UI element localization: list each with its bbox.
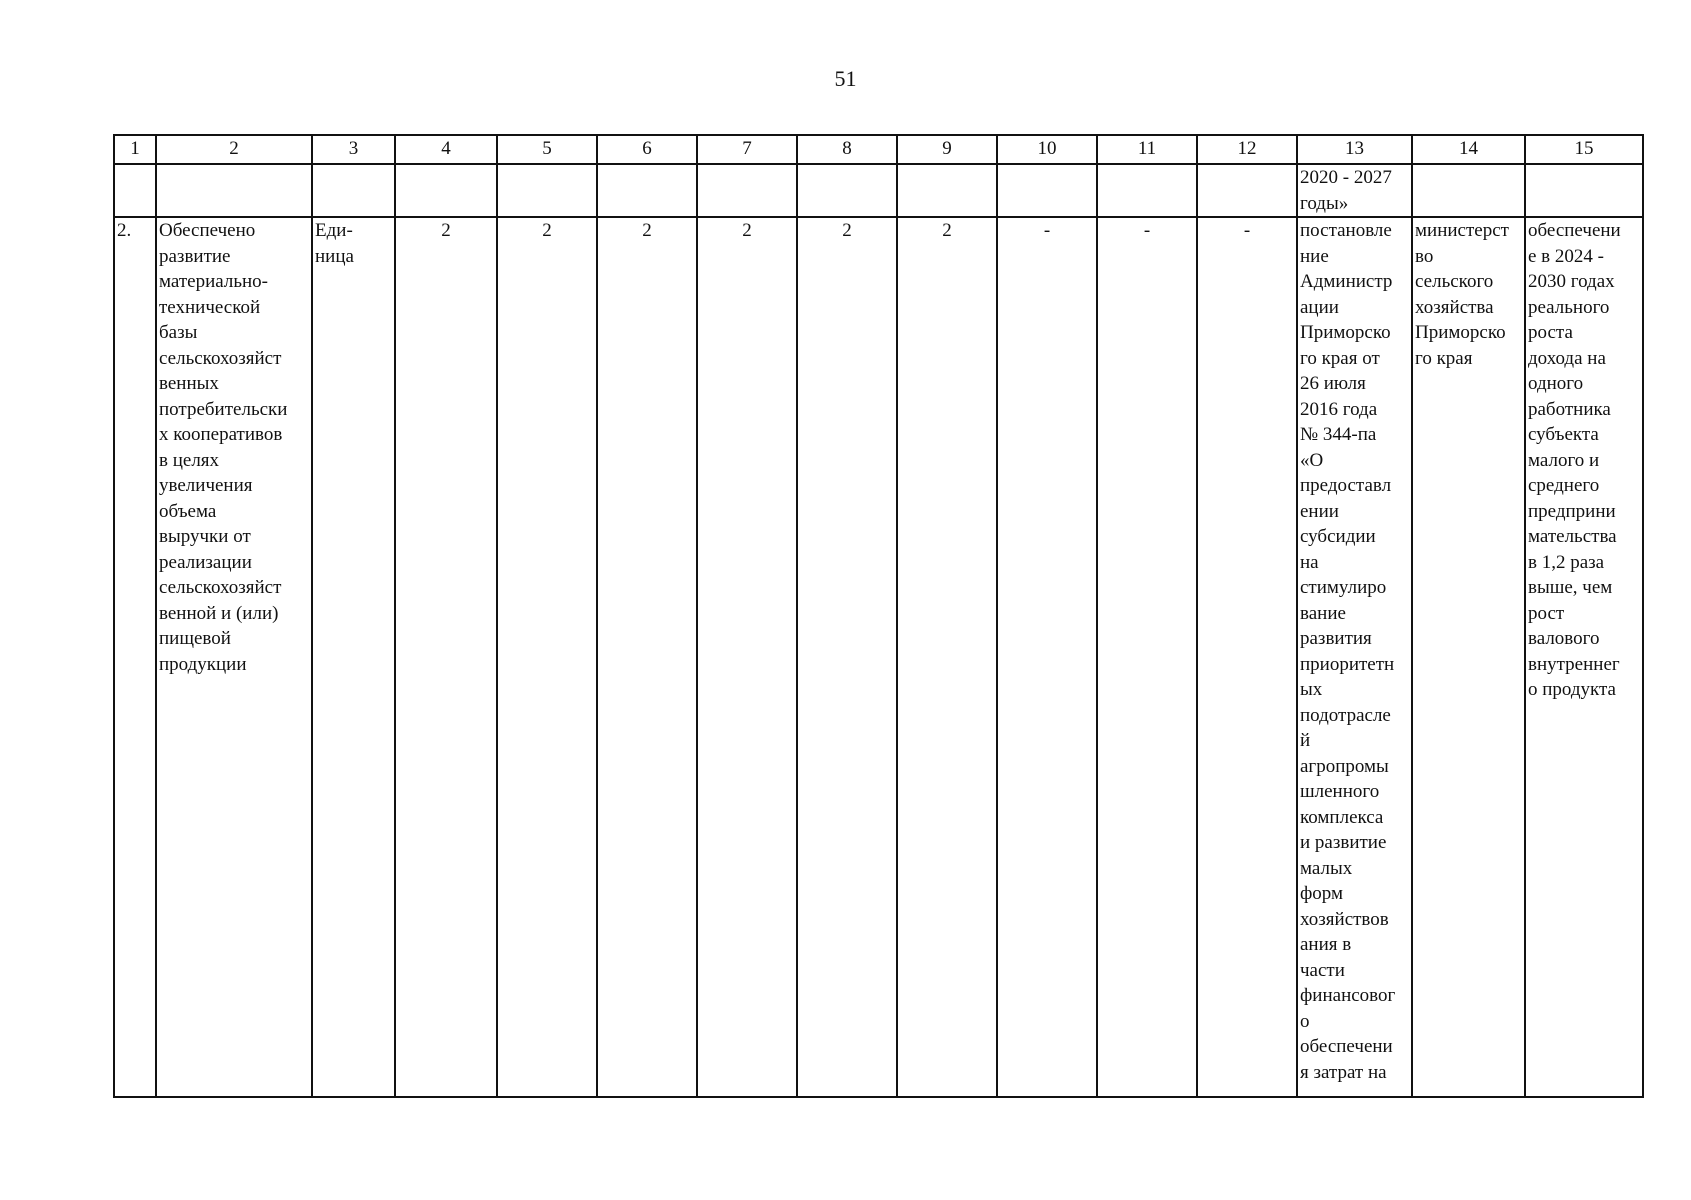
unit-of-measure-text: Еди- ница: [315, 220, 354, 267]
empty-cell: [1525, 164, 1643, 217]
table-row: [114, 217, 1643, 1097]
value-col10: -: [997, 217, 1097, 1097]
empty-cell: [114, 164, 156, 217]
empty-cell: [1412, 164, 1525, 217]
value-col9: 2: [897, 217, 997, 1097]
empty-cell: [597, 164, 697, 217]
legal-basis-text: постановле ние Администр ации Приморско го края от 26 июля 2016 года № 344-па «О предоставл ении субсидии на стимулиро вание развития приоритетн ых подотрасле й агропромы шленного комплекса и развитие малых форм хозяйствов ания в части финансовог о обеспечени я затрат на: [1300, 220, 1396, 1083]
empty-cell: [1197, 164, 1297, 217]
empty-cell: [395, 164, 497, 217]
header-col-12: 12: [1197, 135, 1297, 164]
empty-cell: [156, 164, 312, 217]
header-col-11: 11: [1097, 135, 1197, 164]
value-col6: 2: [597, 217, 697, 1097]
goal-link-text: обеспечени е в 2024 - 2030 годах реального роста дохода на одного работника субъекта малого и среднего предприни мательства в 1,2 раза выше, чем рост валового внутреннег о продукта: [1528, 220, 1621, 700]
empty-cell: [997, 164, 1097, 217]
column-number-row: [114, 135, 1643, 164]
value-col5: 2: [497, 217, 597, 1097]
continuation-row: [114, 164, 1643, 217]
empty-cell: [697, 164, 797, 217]
value-col4: 2: [395, 217, 497, 1097]
empty-cell: [797, 164, 897, 217]
header-col-2: 2: [156, 135, 312, 164]
result-description-text: Обеспечено развитие материально- технической базы сельскохозяйст венных потребительски х кооперативов в целях увеличения объема выручки от реализации сельскохозяйст венной и (или) пищевой продукции: [159, 220, 288, 675]
responsible-body-text: министерст во сельского хозяйства Приморско го края: [1415, 220, 1509, 369]
legal-basis: [1297, 217, 1412, 1097]
header-col-13: 13: [1297, 135, 1412, 164]
header-col-1: 1: [114, 135, 156, 164]
unit-of-measure: [312, 217, 395, 1097]
responsible-body: [1412, 217, 1525, 1097]
continuation-col13-text: 2020 - 2027 годы»: [1300, 167, 1392, 214]
header-col-8: 8: [797, 135, 897, 164]
header-col-14: 14: [1412, 135, 1525, 164]
indicators-table: [113, 134, 1644, 1098]
empty-cell: [897, 164, 997, 217]
continuation-col13: [1297, 164, 1412, 217]
header-col-9: 9: [897, 135, 997, 164]
empty-cell: [497, 164, 597, 217]
header-col-3: 3: [312, 135, 395, 164]
value-col8: 2: [797, 217, 897, 1097]
header-col-5: 5: [497, 135, 597, 164]
value-col7: 2: [697, 217, 797, 1097]
empty-cell: [312, 164, 395, 217]
header-col-15: 15: [1525, 135, 1643, 164]
result-description: [156, 217, 312, 1097]
header-col-4: 4: [395, 135, 497, 164]
header-col-10: 10: [997, 135, 1097, 164]
goal-link: [1525, 217, 1643, 1097]
empty-cell: [1097, 164, 1197, 217]
header-col-7: 7: [697, 135, 797, 164]
row-number: 2.: [114, 217, 156, 1097]
value-col11: -: [1097, 217, 1197, 1097]
header-col-6: 6: [597, 135, 697, 164]
page-number: 51: [834, 66, 857, 91]
value-col12: -: [1197, 217, 1297, 1097]
